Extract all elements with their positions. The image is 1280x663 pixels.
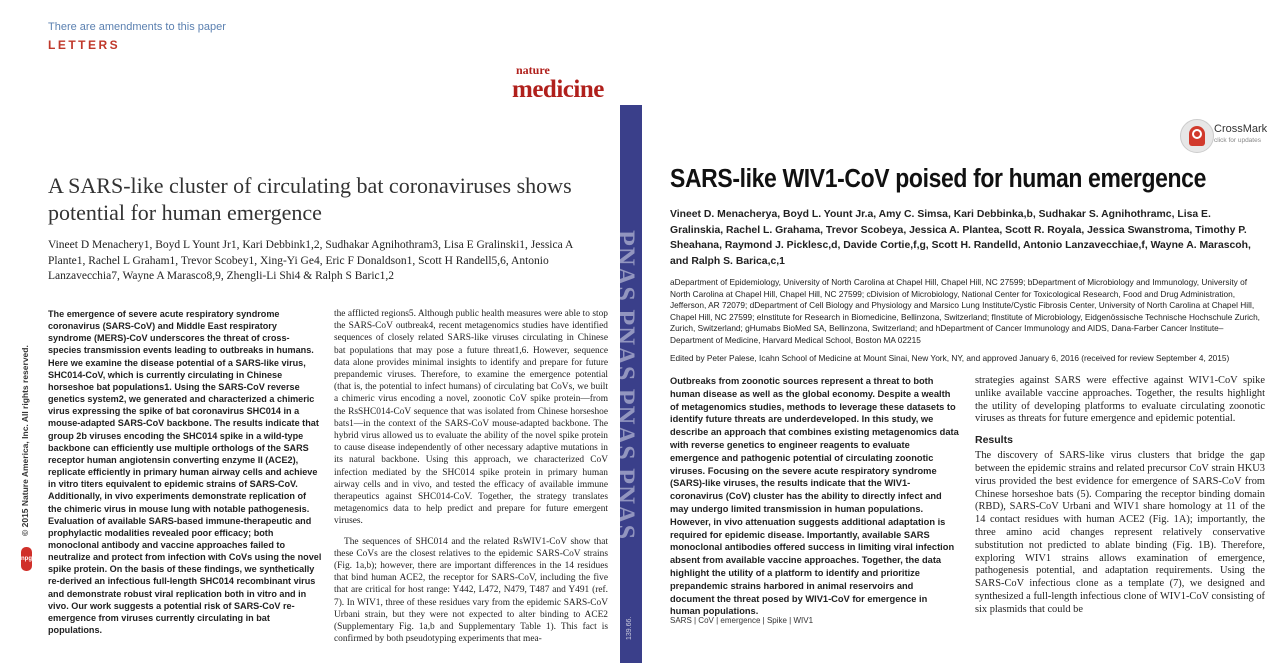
amendment-notice-link[interactable]: There are amendments to this paper [48, 21, 226, 33]
copyright-notice [20, 316, 34, 536]
paper-title: SARS-like WIV1-CoV poised for human emergence [670, 165, 1206, 193]
nature-medicine-page [0, 0, 620, 663]
pnas-watermark-text: PNAS PNAS PNAS PNAS [611, 230, 640, 541]
body-paragraph: strategies against SARS were effective against WIV1-CoV spike unlike available vaccine approaches. Together, the results highlight the utility of developing platforms to evaluate circulating zoonotic viruses as threats for future emergence and epidemic potential. [975, 375, 1265, 425]
significance-abstract: Outbreaks from zoonotic sources represent a threat to both human disease as well as the global economy. Despite a wealth of metagenomics studies, methods to leverage these datasets to identify future threats are underdeveloped. In this study, we describe an approach that combines existing metagenomics data with reverse genetics to engineer reagents to evaluate emergence and pathogenic potential of circulating zoonotic viruses. Focusing on the severe acute respiratory syndrome (SARS)-like viruses, the results indicate that the WIV1-coronavirus (CoV) cluster has the ability to directly infect and may undergo limited transmission in human populations. However, in vivo attenuation suggests additional adaptation is required for epidemic disease. Importantly, available SARS monoclonal antibodies offered success in limiting viral infection absent from available vaccine approaches. Together, the data highlight the utility of a platform to identify and prioritize prepandemic strains harbored in animal reservoirs and document the threat posed by WIV1-CoV for emergence in human populations. [670, 376, 959, 617]
section-label: LETTERS [48, 38, 121, 52]
body-column [334, 308, 608, 653]
crossmark-icon [1180, 119, 1214, 153]
keywords: SARS | CoV | emergence | Spike | WIV1 [670, 616, 814, 625]
body-paragraph: The sequences of SHC014 and the related RsWIV1-CoV show that these CoVs are the closest relatives to the epidemic SARS-CoV strains (Fig. 1a,b); however, there are important differences in the 14 residues that bind human ACE2, the receptor for SARS-CoV, including the five that are critical for host range: Y442, L472, N479, T487 and Y491 (ref. 7). In WIV1, three of these residues vary from the epidemic SARS-CoV Urbani strain, but they were not expected to alter binding to ACE2 (Supplementary Fig. 1a,b and Supplementary Table 1). This fact is confirmed by both pseudotyping experiments that mea- [334, 536, 608, 645]
npg-logo-icon: npg [21, 547, 32, 571]
band-number-text: 139.66. [626, 616, 633, 640]
pnas-side-band [611, 105, 642, 663]
logo-medicine-text: medicine [512, 76, 604, 103]
crossmark-label: CrossMark [1214, 123, 1268, 135]
results-heading: Results [975, 434, 1013, 447]
body-paragraph: The discovery of SARS-like virus clusters that bridge the gap between the epidemic strains and related precursor CoV strain HKU3 virus provided the best evidence for emergence of SARS-CoV from Chinese horseshoe bats (5). Comparing the receptor binding domain (RBD), SARS-CoV Urbani and WIV1 share homology at 11 of the 14 contact residues with human ACE2 (Fig. 1A); importantly, the three amino acid changes represent relatively conservative substitution not predicted to ablate binding (Fig. 1B). Therefore, exploring WIV1 strains allows examination of emergence, pathogenesis potential, and adaptation requirements. Using the SARS-CoV infectious clone as a template (7), we designed and synthesized a full-length infectious clone of WIV1-CoV consisting of six plasmids that could be [975, 450, 1265, 615]
author-list: Vineet D Menachery1, Boyd L Yount Jr1, Kari Debbink1,2, Sudhakar Agnihothram3, Lisa E Gralinski1, Jessica A Plante1, Rachel L Graham1, Trevor Scobey1, Xing-Yi Ge4, Eric F Donaldson1, Scott H Randell5,6, Antonio Lanzavecchia7, Wayne A Marasco8,9, Zhengli-Li Shi4 & Ralph S Baric1,2 [48, 239, 573, 282]
edited-by-line: Edited by Peter Palese, Icahn School of Medicine at Mount Sinai, New York, NY, and approved January 6, 2016 (received for review September 4, 2015) [670, 353, 1230, 363]
band-number [626, 600, 636, 640]
copyright-text: © 2015 Nature America, Inc. All rights reserved. [20, 345, 30, 536]
logo-nature-text: nature [516, 63, 550, 77]
crossmark-sublabel: click for updates [1214, 137, 1261, 144]
paper-title: A SARS-like cluster of circulating bat coronaviruses shows potential for human emergence [48, 173, 572, 225]
journal-logo [512, 63, 604, 104]
abstract: The emergence of severe acute respiratory syndrome coronavirus (SARS-CoV) and Middle East respiratory syndrome (MERS)-CoV underscores the threat of cross-species transmission events leading to outbreaks in humans. Here we examine the disease potential of a SARS-like virus, SHC014-CoV, which is currently circulating in Chinese horseshoe bat populations1. Using the SARS-CoV reverse genetics system2, we generated and characterized a chimeric virus expressing the spike of bat coronavirus SHC014 in a mouse-adapted SARS-CoV backbone. The results indicate that group 2b viruses encoding the SHC014 spike in a wild-type backbone can efficiently use multiple orthologs of the SARS receptor human angiotensin converting enzyme II (ACE2), replicate efficiently in primary human airway cells and achieve in vitro titers equivalent to epidemic strains of SARS-CoV. Additionally, in vivo experiments demonstrate replication of the chimeric virus in mouse lung with notable pathogenesis. Evaluation of available SARS-based immune-therapeutic and prophylactic modalities revealed poor efficacy; both monoclonal antibody and vaccine approaches failed to neutralize and protect from infection with CoVs using the novel spike protein. On the basis of these findings, we synthetically re-derived an infectious full-length SHC014 recombinant virus and demonstrate robust viral replication both in vitro and in vivo. Our work suggests a potential risk of SARS-CoV re-emergence from viruses currently circulating in bat populations. [48, 309, 322, 636]
affiliations: aDepartment of Epidemiology, University of North Carolina at Chapel Hill, Chapel Hill, NC 27599; bDepartment of Microbiology and Immunology, University of North Carolina at Chapel Hill, Chapel Hill, NC 27599; cDivision of Microbiology, National Center for Toxicological Research, Food and Drug Administration, Jefferson, AR 72079; dDepartment of Cell Biology and Physiology and Marsico Lung Institute/Cystic Fibrosis Center, University of North Carolina at Chapel Hill, Chapel Hill, NC 27599; eInstitute for Research in Biomedicine, Bellinzona, Switzerland; fInstitute of Microbiology, Eidgenössische Technische Hochschule Zurich, Zurich, Switzerland; gHumabs BioMed SA, Bellinzona, Switzerland; and hDepartment of Cancer Immunology and AIDS, Dana-Farber Cancer Institute–Department of Medicine, Harvard Medical School, Boston MA 02215 [670, 277, 1260, 345]
author-list: Vineet D. Menacherya, Boyd L. Yount Jr.a, Amy C. Simsa, Kari Debbinka,b, Sudhakar S. Agnihothramc, Lisa E. Gralinskia, Rachel L. Grahama, Trevor Scobeya, Jessica A. Plantea, Scott R. Royala, Jessica Swanstroma, Timothy P. Sheahana, Raymond J. Picklesc,d, Davide Cortie,f,g, Scott H. Randelld, Antonio Lanzavecchiae,f, Wayne A. Marascoh, and Ralph S. Barica,c,1 [670, 209, 1251, 267]
body-paragraph: the afflicted regions5. Although public health measures were able to stop the SARS-CoV outbreak4, recent metagenomics studies have identified sequences of closely related SARS-like viruses circulating in Chinese bat populations that may pose a future threat1,6. However, sequence data alone provides minimal insights to identify and prepare for future prepandemic viruses. Therefore, to examine the emergence potential (that is, the potential to infect humans) of circulating bat CoVs, we built a chimeric virus encoding a novel, zoonotic CoV spike protein—from the RsSHC014-CoV sequence that was isolated from Chinese horseshoe bats1—in the context of the SARS-CoV mouse-adapted backbone. The hybrid virus allowed us to evaluate the ability of the novel spike protein to cause disease independently of other necessary adaptive mutations in its natural backbone. Using this approach, we characterized CoV infection mediated by the SHC014 spike protein in primary human airway cells and in vivo, and tested the efficacy of available immune therapeutics against SHC014-CoV. Together, the strategy translates metagenomics data to help predict and prepare for future emergent viruses. [334, 309, 608, 527]
crossmark-badge[interactable] [1180, 117, 1268, 155]
body-column [975, 375, 1265, 617]
